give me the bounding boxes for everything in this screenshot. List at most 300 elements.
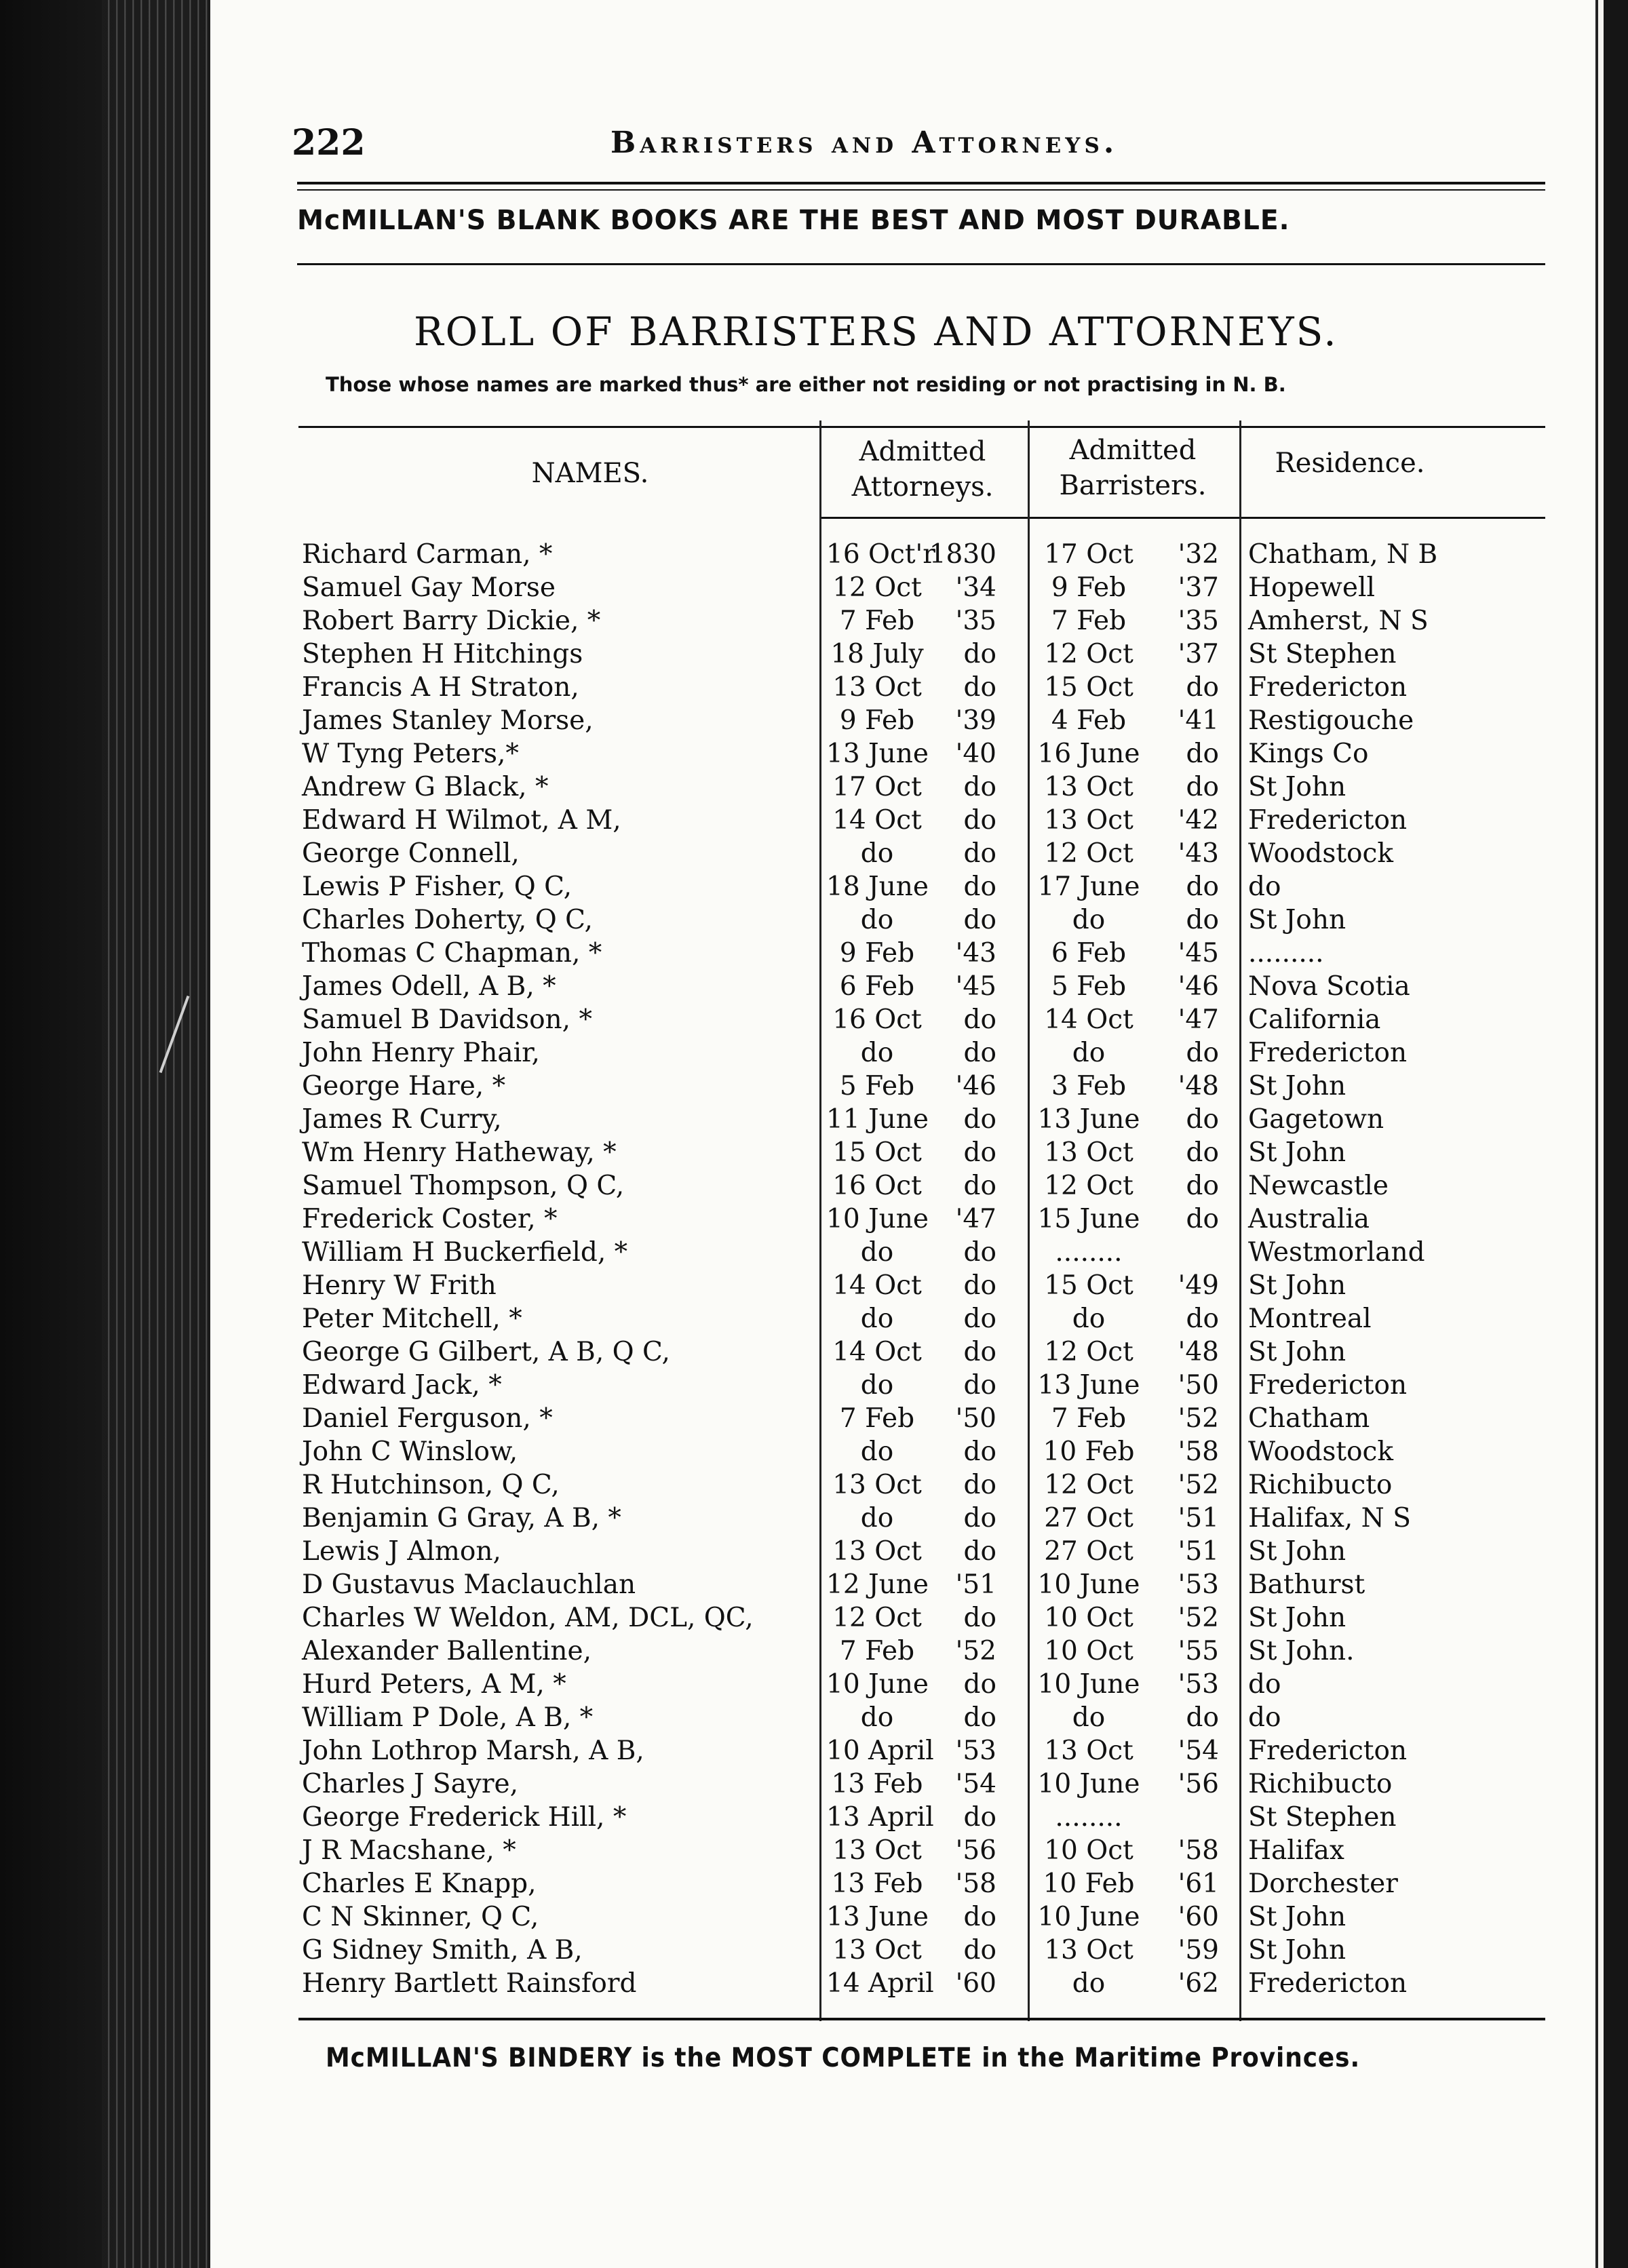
residence: Fredericton — [1248, 1968, 1408, 1999]
table-row — [210, 1869, 1595, 1902]
barrister-admission-year: '43 — [1178, 838, 1219, 869]
table-row — [210, 672, 1595, 705]
roll-name: Peter Mitchell, * — [302, 1304, 522, 1334]
table-row — [210, 1636, 1595, 1669]
residence: Montreal — [1248, 1304, 1372, 1334]
barrister-admission-date: 12 Oct — [1044, 1171, 1133, 1201]
residence: Bathurst — [1248, 1569, 1365, 1600]
barrister-admission-year: '53 — [1178, 1569, 1219, 1600]
attorney-admission-year: do — [963, 1137, 996, 1168]
attorney-admission-date: 18 July — [830, 639, 924, 669]
attorney-admission-date: 17 Oct — [832, 772, 922, 802]
attorney-admission-year: '58 — [955, 1869, 996, 1899]
running-head: Barristers and Attorneys. — [610, 125, 1119, 160]
attorney-admission-date: 16 Oct — [832, 1004, 922, 1035]
barrister-admission-date: 17 June — [1037, 872, 1140, 902]
barrister-admission-date: 12 Oct — [1044, 838, 1133, 869]
table-row — [210, 639, 1595, 672]
residence: Fredericton — [1248, 805, 1408, 836]
attorney-admission-year: do — [963, 672, 996, 703]
roll-name: Robert Barry Dickie, * — [302, 606, 601, 636]
column-header-names — [468, 456, 712, 491]
roll-name: Samuel B Davidson, * — [302, 1004, 592, 1035]
roll-name: Daniel Ferguson, * — [302, 1403, 553, 1434]
attorney-admission-date: 15 Oct — [832, 1137, 922, 1168]
table-row — [210, 1503, 1595, 1536]
residence: Richibucto — [1248, 1470, 1393, 1500]
attorney-admission-year: do — [963, 805, 996, 836]
residence: California — [1248, 1004, 1381, 1035]
right-page-margin-line — [1595, 0, 1598, 2268]
residence: Dorchester — [1248, 1869, 1398, 1899]
attorney-admission-date: 16 Oct — [832, 1171, 922, 1201]
residence: St John — [1248, 1902, 1346, 1932]
stacked-page-edges — [102, 0, 210, 2268]
barrister-admission-date: 7 Feb — [1051, 1403, 1127, 1434]
barrister-admission-year: do — [1186, 905, 1219, 935]
roll-name: William P Dole, A B, * — [302, 1702, 594, 1733]
attorney-admission-date: 13 Feb — [831, 1869, 923, 1899]
barrister-admission-year: do — [1186, 1104, 1219, 1135]
attorney-admission-date: 5 Feb — [839, 1071, 915, 1101]
roll-name: William H Buckerfield, * — [302, 1237, 628, 1268]
barrister-admission-date: ........ — [1055, 1802, 1123, 1833]
barrister-admission-date: 12 Oct — [1044, 1470, 1133, 1500]
barrister-admission-date: do — [1072, 1968, 1106, 1999]
attorney-admission-date: do — [860, 1304, 894, 1334]
residence: do — [1248, 1702, 1281, 1733]
attorney-admission-date: 13 June — [826, 1902, 929, 1932]
attorney-admission-date: 13 Oct — [832, 1935, 922, 1966]
barrister-admission-date: 10 June — [1037, 1569, 1140, 1600]
table-row — [210, 1004, 1595, 1038]
residence: Westmorland — [1248, 1237, 1425, 1268]
residence: Woodstock — [1248, 838, 1394, 869]
page-title: ROLL OF BARRISTERS AND ATTORNEYS. — [414, 309, 1338, 355]
barrister-admission-year: do — [1186, 1038, 1219, 1068]
barristers-header-line2: Barristers. — [1059, 470, 1207, 501]
barrister-admission-year: '53 — [1178, 1669, 1219, 1700]
residence: Hopewell — [1248, 572, 1375, 603]
roll-name: Wm Henry Hatheway, * — [302, 1137, 617, 1168]
table-row — [210, 1171, 1595, 1204]
table-row — [210, 539, 1595, 572]
table-row — [210, 1769, 1595, 1802]
roll-name: Hurd Peters, A M, * — [302, 1669, 566, 1700]
names-header-label: NAMES. — [531, 458, 649, 489]
barrister-admission-date: 16 June — [1037, 739, 1140, 769]
table-row — [210, 739, 1595, 772]
residence: Gagetown — [1248, 1104, 1384, 1135]
residence: Halifax — [1248, 1835, 1344, 1866]
barrister-admission-date: ........ — [1055, 1237, 1123, 1268]
roll-name: Henry Bartlett Rainsford — [302, 1968, 637, 1999]
barrister-admission-date: 10 June — [1037, 1669, 1140, 1700]
table-row — [210, 705, 1595, 739]
attorney-admission-date: 12 June — [826, 1569, 929, 1600]
roll-name: George G Gilbert, A B, Q C, — [302, 1337, 670, 1367]
attorney-admission-date: 13 Oct — [832, 1835, 922, 1866]
roll-name: Frederick Coster, * — [302, 1204, 558, 1234]
attorney-admission-year: '50 — [955, 1403, 996, 1434]
attorney-admission-date: 6 Feb — [839, 971, 915, 1002]
attorney-admission-year: do — [963, 1503, 996, 1533]
attorney-admission-year: do — [963, 838, 996, 869]
attorney-admission-year: do — [963, 1337, 996, 1367]
table-row — [210, 838, 1595, 872]
table-top-rule — [298, 426, 1545, 428]
header-rule — [297, 182, 1545, 184]
attorney-admission-year: '56 — [955, 1835, 996, 1866]
residence: St John — [1248, 905, 1346, 935]
roll-name: John Lothrop Marsh, A B, — [302, 1736, 644, 1766]
barrister-admission-date: 5 Feb — [1051, 971, 1127, 1002]
roll-name: Edward H Wilmot, A M, — [302, 805, 621, 836]
table-row — [210, 1702, 1595, 1736]
header-rule-thin — [297, 189, 1545, 191]
roll-name: Lewis J Almon, — [302, 1536, 501, 1567]
table-row — [210, 1902, 1595, 1935]
barrister-admission-year: '58 — [1178, 1835, 1219, 1866]
residence: St John — [1248, 1935, 1346, 1966]
attorney-admission-date: do — [860, 1436, 894, 1467]
barrister-admission-date: 12 Oct — [1044, 1337, 1133, 1367]
attorney-admission-date: 10 April — [826, 1736, 934, 1766]
barrister-admission-date: do — [1072, 1304, 1106, 1334]
attorney-admission-date: do — [860, 905, 894, 935]
attorney-admission-date: 13 Oct — [832, 1536, 922, 1567]
attorney-admission-year: '39 — [955, 705, 996, 736]
attorney-admission-year: '53 — [955, 1736, 996, 1766]
roll-name: John Henry Phair, — [302, 1038, 540, 1068]
barrister-admission-year: '52 — [1178, 1603, 1219, 1633]
attorney-admission-date: do — [860, 1370, 894, 1401]
table-row — [210, 1802, 1595, 1835]
barrister-admission-date: 13 Oct — [1044, 1137, 1133, 1168]
barrister-admission-date: 15 Oct — [1044, 672, 1133, 703]
book-page — [210, 0, 1595, 2268]
barrister-admission-year: '59 — [1178, 1935, 1219, 1966]
barrister-admission-year: '54 — [1178, 1736, 1219, 1766]
table-row — [210, 1669, 1595, 1702]
barrister-admission-date: 13 June — [1037, 1104, 1140, 1135]
residence: Australia — [1248, 1204, 1370, 1234]
barrister-admission-year: do — [1186, 1171, 1219, 1201]
attorney-admission-date: do — [860, 1237, 894, 1268]
roll-name: R Hutchinson, Q C, — [302, 1470, 560, 1500]
barrister-admission-date: 10 June — [1037, 1769, 1140, 1799]
attorney-admission-year: do — [963, 1304, 996, 1334]
roll-name: Benjamin G Gray, A B, * — [302, 1503, 621, 1533]
residence: Fredericton — [1248, 1736, 1408, 1766]
attorney-admission-date: 7 Feb — [839, 1636, 915, 1666]
ad-top-rule — [297, 263, 1545, 265]
attorney-admission-year: do — [963, 1004, 996, 1035]
barrister-admission-year: '51 — [1178, 1503, 1219, 1533]
table-row — [210, 1038, 1595, 1071]
attorney-admission-year: '51 — [955, 1569, 996, 1600]
residence: do — [1248, 872, 1281, 902]
roll-name: G Sidney Smith, A B, — [302, 1935, 583, 1966]
table-row — [210, 1835, 1595, 1869]
attorney-admission-year: do — [963, 1436, 996, 1467]
barrister-admission-date: 12 Oct — [1044, 639, 1133, 669]
table-row — [210, 1470, 1595, 1503]
residence: St John — [1248, 1337, 1346, 1367]
attorney-admission-year: '52 — [955, 1636, 996, 1666]
attorney-admission-year: '60 — [955, 1968, 996, 1999]
table-row — [210, 1968, 1595, 2001]
attorney-admission-date: 14 Oct — [832, 1337, 922, 1367]
barrister-admission-year: '42 — [1178, 805, 1219, 836]
barrister-admission-year: '35 — [1178, 606, 1219, 636]
attorney-admission-year: do — [963, 1802, 996, 1833]
residence: do — [1248, 1669, 1281, 1700]
residence: St Stephen — [1248, 1802, 1397, 1833]
attorney-admission-year: do — [963, 772, 996, 802]
barrister-admission-year: '41 — [1178, 705, 1219, 736]
residence: Fredericton — [1248, 1038, 1408, 1068]
roll-name: Charles Doherty, Q C, — [302, 905, 593, 935]
barrister-admission-year: '52 — [1178, 1403, 1219, 1434]
table-row — [210, 1270, 1595, 1304]
attorney-admission-date: 11 June — [826, 1104, 929, 1135]
roll-name: Francis A H Straton, — [302, 672, 579, 703]
residence: Chatham — [1248, 1403, 1370, 1434]
barrister-admission-date: 15 June — [1037, 1204, 1140, 1234]
attorney-admission-year: do — [963, 1171, 996, 1201]
residence: Nova Scotia — [1248, 971, 1410, 1002]
attorney-admission-year: do — [963, 1270, 996, 1301]
table-row — [210, 1237, 1595, 1270]
table-row — [210, 872, 1595, 905]
table-row — [210, 1071, 1595, 1104]
attorneys-header-line2: Attorneys. — [851, 471, 994, 503]
header-bottom-rule — [821, 517, 1545, 519]
barrister-admission-year: '62 — [1178, 1968, 1219, 1999]
attorney-admission-year: '43 — [955, 938, 996, 969]
attorney-admission-year: '34 — [955, 572, 996, 603]
attorney-admission-date: 14 Oct — [832, 1270, 922, 1301]
roll-name: Alexander Ballentine, — [302, 1636, 592, 1666]
attorney-admission-year: do — [963, 1470, 996, 1500]
barrister-admission-date: 13 Oct — [1044, 1935, 1133, 1966]
barrister-admission-date: 13 Oct — [1044, 772, 1133, 802]
barrister-admission-date: 10 Oct — [1044, 1835, 1133, 1866]
barrister-admission-year: '48 — [1178, 1071, 1219, 1101]
table-row — [210, 1736, 1595, 1769]
residence: Kings Co — [1248, 739, 1369, 769]
barrister-admission-year: '48 — [1178, 1337, 1219, 1367]
attorney-admission-year: '45 — [955, 971, 996, 1002]
attorney-admission-year: '54 — [955, 1769, 996, 1799]
right-book-edge — [1604, 0, 1628, 2268]
barrister-admission-year: do — [1186, 872, 1219, 902]
barrister-admission-date: 14 Oct — [1044, 1004, 1133, 1035]
roll-name: Lewis P Fisher, Q C, — [302, 872, 572, 902]
residence: St Stephen — [1248, 639, 1397, 669]
roll-name: John C Winslow, — [302, 1436, 518, 1467]
residence: St John — [1248, 1270, 1346, 1301]
barrister-admission-date: 9 Feb — [1051, 572, 1127, 603]
barrister-admission-date: 4 Feb — [1051, 705, 1127, 736]
attorney-admission-date: 9 Feb — [839, 938, 915, 969]
barrister-admission-year: do — [1186, 739, 1219, 769]
attorney-admission-date: 10 June — [826, 1204, 929, 1234]
attorney-admission-date: do — [860, 1702, 894, 1733]
table-row — [210, 1104, 1595, 1137]
attorney-admission-year: do — [963, 1370, 996, 1401]
roll-name: George Frederick Hill, * — [302, 1802, 627, 1833]
barrister-admission-year: '61 — [1178, 1869, 1219, 1899]
barrister-admission-date: do — [1072, 905, 1106, 935]
attorney-admission-date: 13 Feb — [831, 1769, 923, 1799]
attorney-admission-date: 14 April — [826, 1968, 934, 1999]
residence: St John. — [1248, 1636, 1355, 1666]
barrister-admission-year: do — [1186, 772, 1219, 802]
table-row — [210, 1304, 1595, 1337]
roll-name: Edward Jack, * — [302, 1370, 502, 1401]
column-header-barristers — [1031, 433, 1235, 503]
table-row — [210, 1569, 1595, 1603]
table-row — [210, 1603, 1595, 1636]
residence: St John — [1248, 772, 1346, 802]
barrister-admission-date: do — [1072, 1702, 1106, 1733]
residence: Fredericton — [1248, 672, 1408, 703]
roll-name: Thomas C Chapman, * — [302, 938, 602, 969]
barrister-admission-year: '32 — [1178, 539, 1219, 570]
attorney-admission-year: do — [963, 1902, 996, 1932]
attorney-admission-date: do — [860, 1503, 894, 1533]
table-row — [210, 1370, 1595, 1403]
barrister-admission-year: '56 — [1178, 1769, 1219, 1799]
table-row — [210, 971, 1595, 1004]
barrister-admission-date: 10 Feb — [1043, 1436, 1135, 1467]
attorney-admission-date: 12 Oct — [832, 1603, 922, 1633]
attorney-admission-date: 14 Oct — [832, 805, 922, 836]
roll-name: Henry W Frith — [302, 1270, 497, 1301]
barrister-admission-year: '60 — [1178, 1902, 1219, 1932]
subtitle-note: Those whose names are marked thus* are either not residing or not practising in N. B. — [326, 373, 1286, 396]
residence: Richibucto — [1248, 1769, 1393, 1799]
attorney-admission-year: do — [963, 872, 996, 902]
attorney-admission-date: 12 Oct — [832, 572, 922, 603]
barristers-header-line1: Admitted — [1069, 435, 1197, 466]
attorney-admission-date: 13 April — [826, 1802, 934, 1833]
attorney-admission-year: do — [963, 1669, 996, 1700]
roll-name: James R Curry, — [302, 1104, 502, 1135]
residence: St John — [1248, 1603, 1346, 1633]
barrister-admission-year: '46 — [1178, 971, 1219, 1002]
table-row — [210, 1403, 1595, 1436]
attorney-admission-year: 1830 — [929, 539, 996, 570]
roll-name: James Stanley Morse, — [302, 705, 594, 736]
attorney-admission-date: 13 June — [826, 739, 929, 769]
residence: Amherst, N S — [1248, 606, 1429, 636]
barrister-admission-date: 3 Feb — [1051, 1071, 1127, 1101]
barrister-admission-date: 27 Oct — [1044, 1503, 1133, 1533]
barrister-admission-date: do — [1072, 1038, 1106, 1068]
table-row — [210, 805, 1595, 838]
advertisement-bottom: McMILLAN'S BINDERY is the MOST COMPLETE in the Maritime Provinces. — [326, 2043, 1361, 2073]
barrister-admission-date: 10 Oct — [1044, 1636, 1133, 1666]
residence: Woodstock — [1248, 1436, 1394, 1467]
table-row — [210, 1204, 1595, 1237]
table-row — [210, 1935, 1595, 1968]
attorney-admission-year: do — [963, 905, 996, 935]
barrister-admission-year: '58 — [1178, 1436, 1219, 1467]
barrister-admission-date: 7 Feb — [1051, 606, 1127, 636]
table-row — [210, 772, 1595, 805]
attorney-admission-date: 7 Feb — [839, 1403, 915, 1434]
barrister-admission-date: 15 Oct — [1044, 1270, 1133, 1301]
attorney-admission-year: do — [963, 1603, 996, 1633]
barrister-admission-year: '37 — [1178, 639, 1219, 669]
barrister-admission-year: '51 — [1178, 1536, 1219, 1567]
attorney-admission-year: '35 — [955, 606, 996, 636]
barrister-admission-date: 10 June — [1037, 1902, 1140, 1932]
attorney-admission-year: '47 — [955, 1204, 996, 1234]
table-row — [210, 1137, 1595, 1171]
table-row — [210, 938, 1595, 971]
attorney-admission-date: 9 Feb — [839, 705, 915, 736]
barrister-admission-date: 27 Oct — [1044, 1536, 1133, 1567]
roll-name: George Connell, — [302, 838, 520, 869]
roll-name: J R Macshane, * — [302, 1835, 516, 1866]
attorney-admission-year: do — [963, 639, 996, 669]
barrister-admission-date: 10 Feb — [1043, 1869, 1135, 1899]
barrister-admission-date: 17 Oct — [1044, 539, 1133, 570]
table-row — [210, 1536, 1595, 1569]
barrister-admission-date: 13 Oct — [1044, 805, 1133, 836]
roll-name: D Gustavus Maclauchlan — [302, 1569, 636, 1600]
roll-name: W Tyng Peters,* — [302, 739, 519, 769]
barrister-admission-year: '50 — [1178, 1370, 1219, 1401]
residence: St John — [1248, 1071, 1346, 1101]
attorney-admission-year: do — [963, 1104, 996, 1135]
barrister-admission-year: '45 — [1178, 938, 1219, 969]
roll-name: Charles W Weldon, AM, DCL, QC, — [302, 1603, 754, 1633]
attorney-admission-year: do — [963, 1237, 996, 1268]
barrister-admission-year: '52 — [1178, 1470, 1219, 1500]
barrister-admission-date: 13 June — [1037, 1370, 1140, 1401]
attorney-admission-date: do — [860, 1038, 894, 1068]
column-header-attorneys — [821, 434, 1024, 505]
table-row — [210, 572, 1595, 606]
residence: Restigouche — [1248, 705, 1414, 736]
roll-name: George Hare, * — [302, 1071, 506, 1101]
attorney-admission-date: 10 June — [826, 1669, 929, 1700]
attorney-admission-date: do — [860, 838, 894, 869]
barrister-admission-date: 10 Oct — [1044, 1603, 1133, 1633]
barrister-admission-year: '37 — [1178, 572, 1219, 603]
attorney-admission-date: 18 June — [826, 872, 929, 902]
barrister-admission-year: do — [1186, 1702, 1219, 1733]
advertisement-top: McMILLAN'S BLANK BOOKS ARE THE BEST AND MOST DURABLE. — [297, 205, 1290, 236]
barrister-admission-date: 6 Feb — [1051, 938, 1127, 969]
attorney-admission-year: '46 — [955, 1071, 996, 1101]
table-row — [210, 905, 1595, 938]
attorney-admission-date: 7 Feb — [839, 606, 915, 636]
barrister-admission-year: '49 — [1178, 1270, 1219, 1301]
residence: Newcastle — [1248, 1171, 1389, 1201]
table-bottom-rule — [298, 2018, 1545, 2020]
table-row — [210, 606, 1595, 639]
attorneys-header-line1: Admitted — [859, 436, 986, 467]
attorney-admission-year: do — [963, 1038, 996, 1068]
attorney-admission-year: do — [963, 1536, 996, 1567]
barrister-admission-year: do — [1186, 1304, 1219, 1334]
